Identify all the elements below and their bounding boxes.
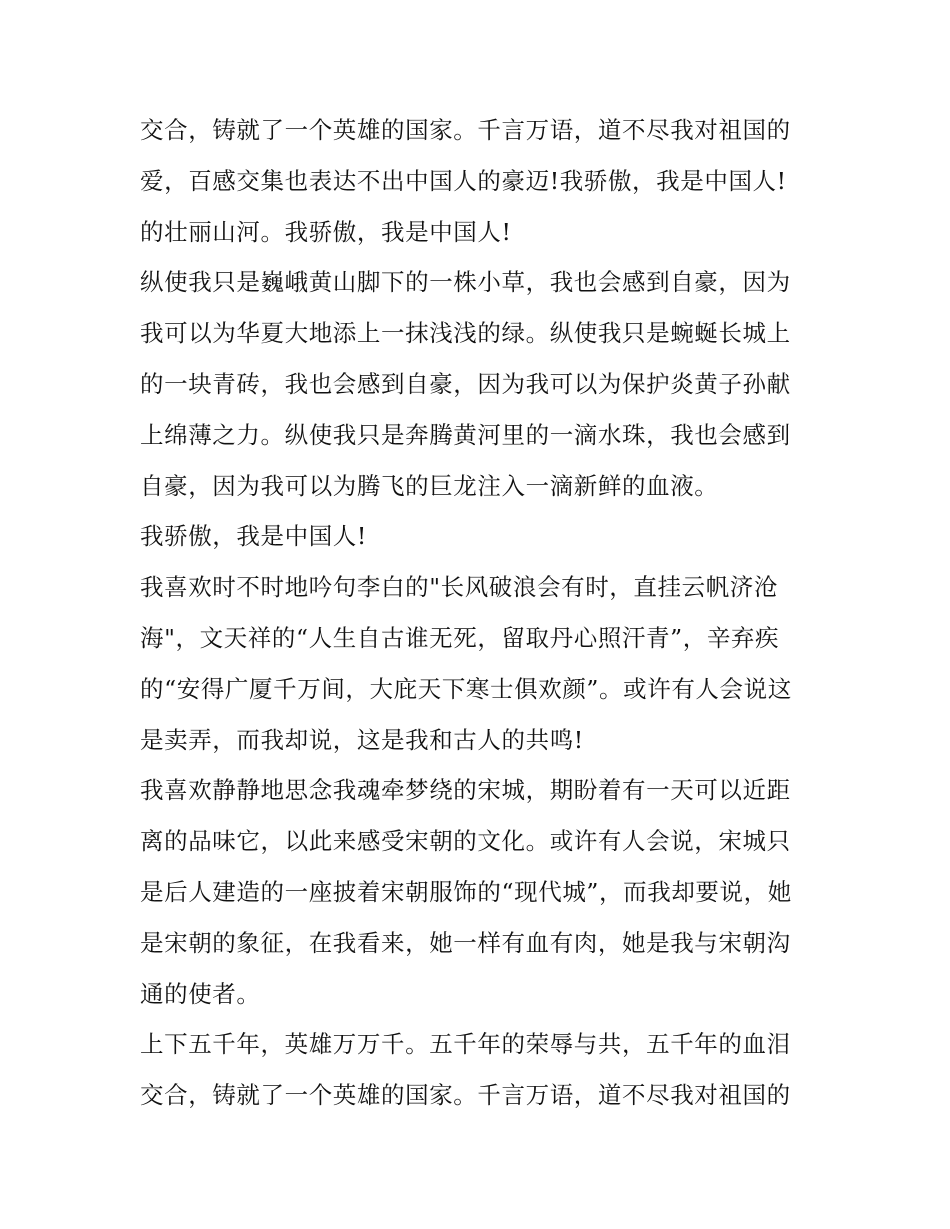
text-line: 的一块青砖，我也会感到自豪，因为我可以为保护炎黄子孙献 — [140, 369, 791, 398]
text-line: 的“安得广厦千万间，大庇天下寒士俱欢颜”。或许有人会说这 — [140, 674, 792, 703]
text-line: 通的使者。 — [140, 979, 261, 1008]
text-line: 交合，铸就了一个英雄的国家。千言万语，道不尽我对祖国的 — [140, 116, 791, 144]
text-line: 是后人建造的一座披着宋朝服饰的“现代城”，而我却要说，她 — [140, 877, 792, 906]
text-line: 爱，百感交集也表达不出中国人的豪迈!我骄傲，我是中国人! — [140, 166, 787, 195]
text-line: 纵使我只是巍峨黄山脚下的一株小草，我也会感到自豪，因为 — [140, 268, 791, 297]
text-line: 是宋朝的象征，在我看来，她一样有血有肉，她是我与宋朝沟 — [140, 928, 791, 957]
text-line: 我喜欢静静地思念我魂牵梦绕的宋城，期盼着有一天可以近距 — [140, 776, 791, 805]
text-line: 我喜欢时不时地吟句李白的"长风破浪会有时，直挂云帆济沧 — [140, 573, 779, 602]
text-line: 是卖弄，而我却说，这是我和古人的共鸣! — [140, 725, 584, 754]
text-line: 交合，铸就了一个英雄的国家。千言万语，道不尽我对祖国的 — [140, 1081, 791, 1110]
text-line: 上下五千年，英雄万万千。五千年的荣辱与共，五千年的血泪 — [140, 1030, 791, 1059]
text-line: 我骄傲，我是中国人! — [140, 522, 367, 551]
text-line: 离的品味它，以此来感受宋朝的文化。或许有人会说，宋城只 — [140, 827, 791, 856]
text-line: 海"，文天祥的“人生自古谁无死，留取丹心照汗青”，辛弃疾 — [140, 623, 780, 652]
document-page — [140, 105, 820, 1121]
text-line: 自豪，因为我可以为腾飞的巨龙注入一滴新鲜的血液。 — [140, 471, 719, 500]
text-line: 的壮丽山河。我骄傲，我是中国人! — [140, 217, 512, 246]
text-line: 上绵薄之力。纵使我只是奔腾黄河里的一滴水珠，我也会感到 — [140, 420, 791, 449]
text-line: 我可以为华夏大地添上一抹浅浅的绿。纵使我只是蜿蜒长城上 — [140, 319, 791, 348]
